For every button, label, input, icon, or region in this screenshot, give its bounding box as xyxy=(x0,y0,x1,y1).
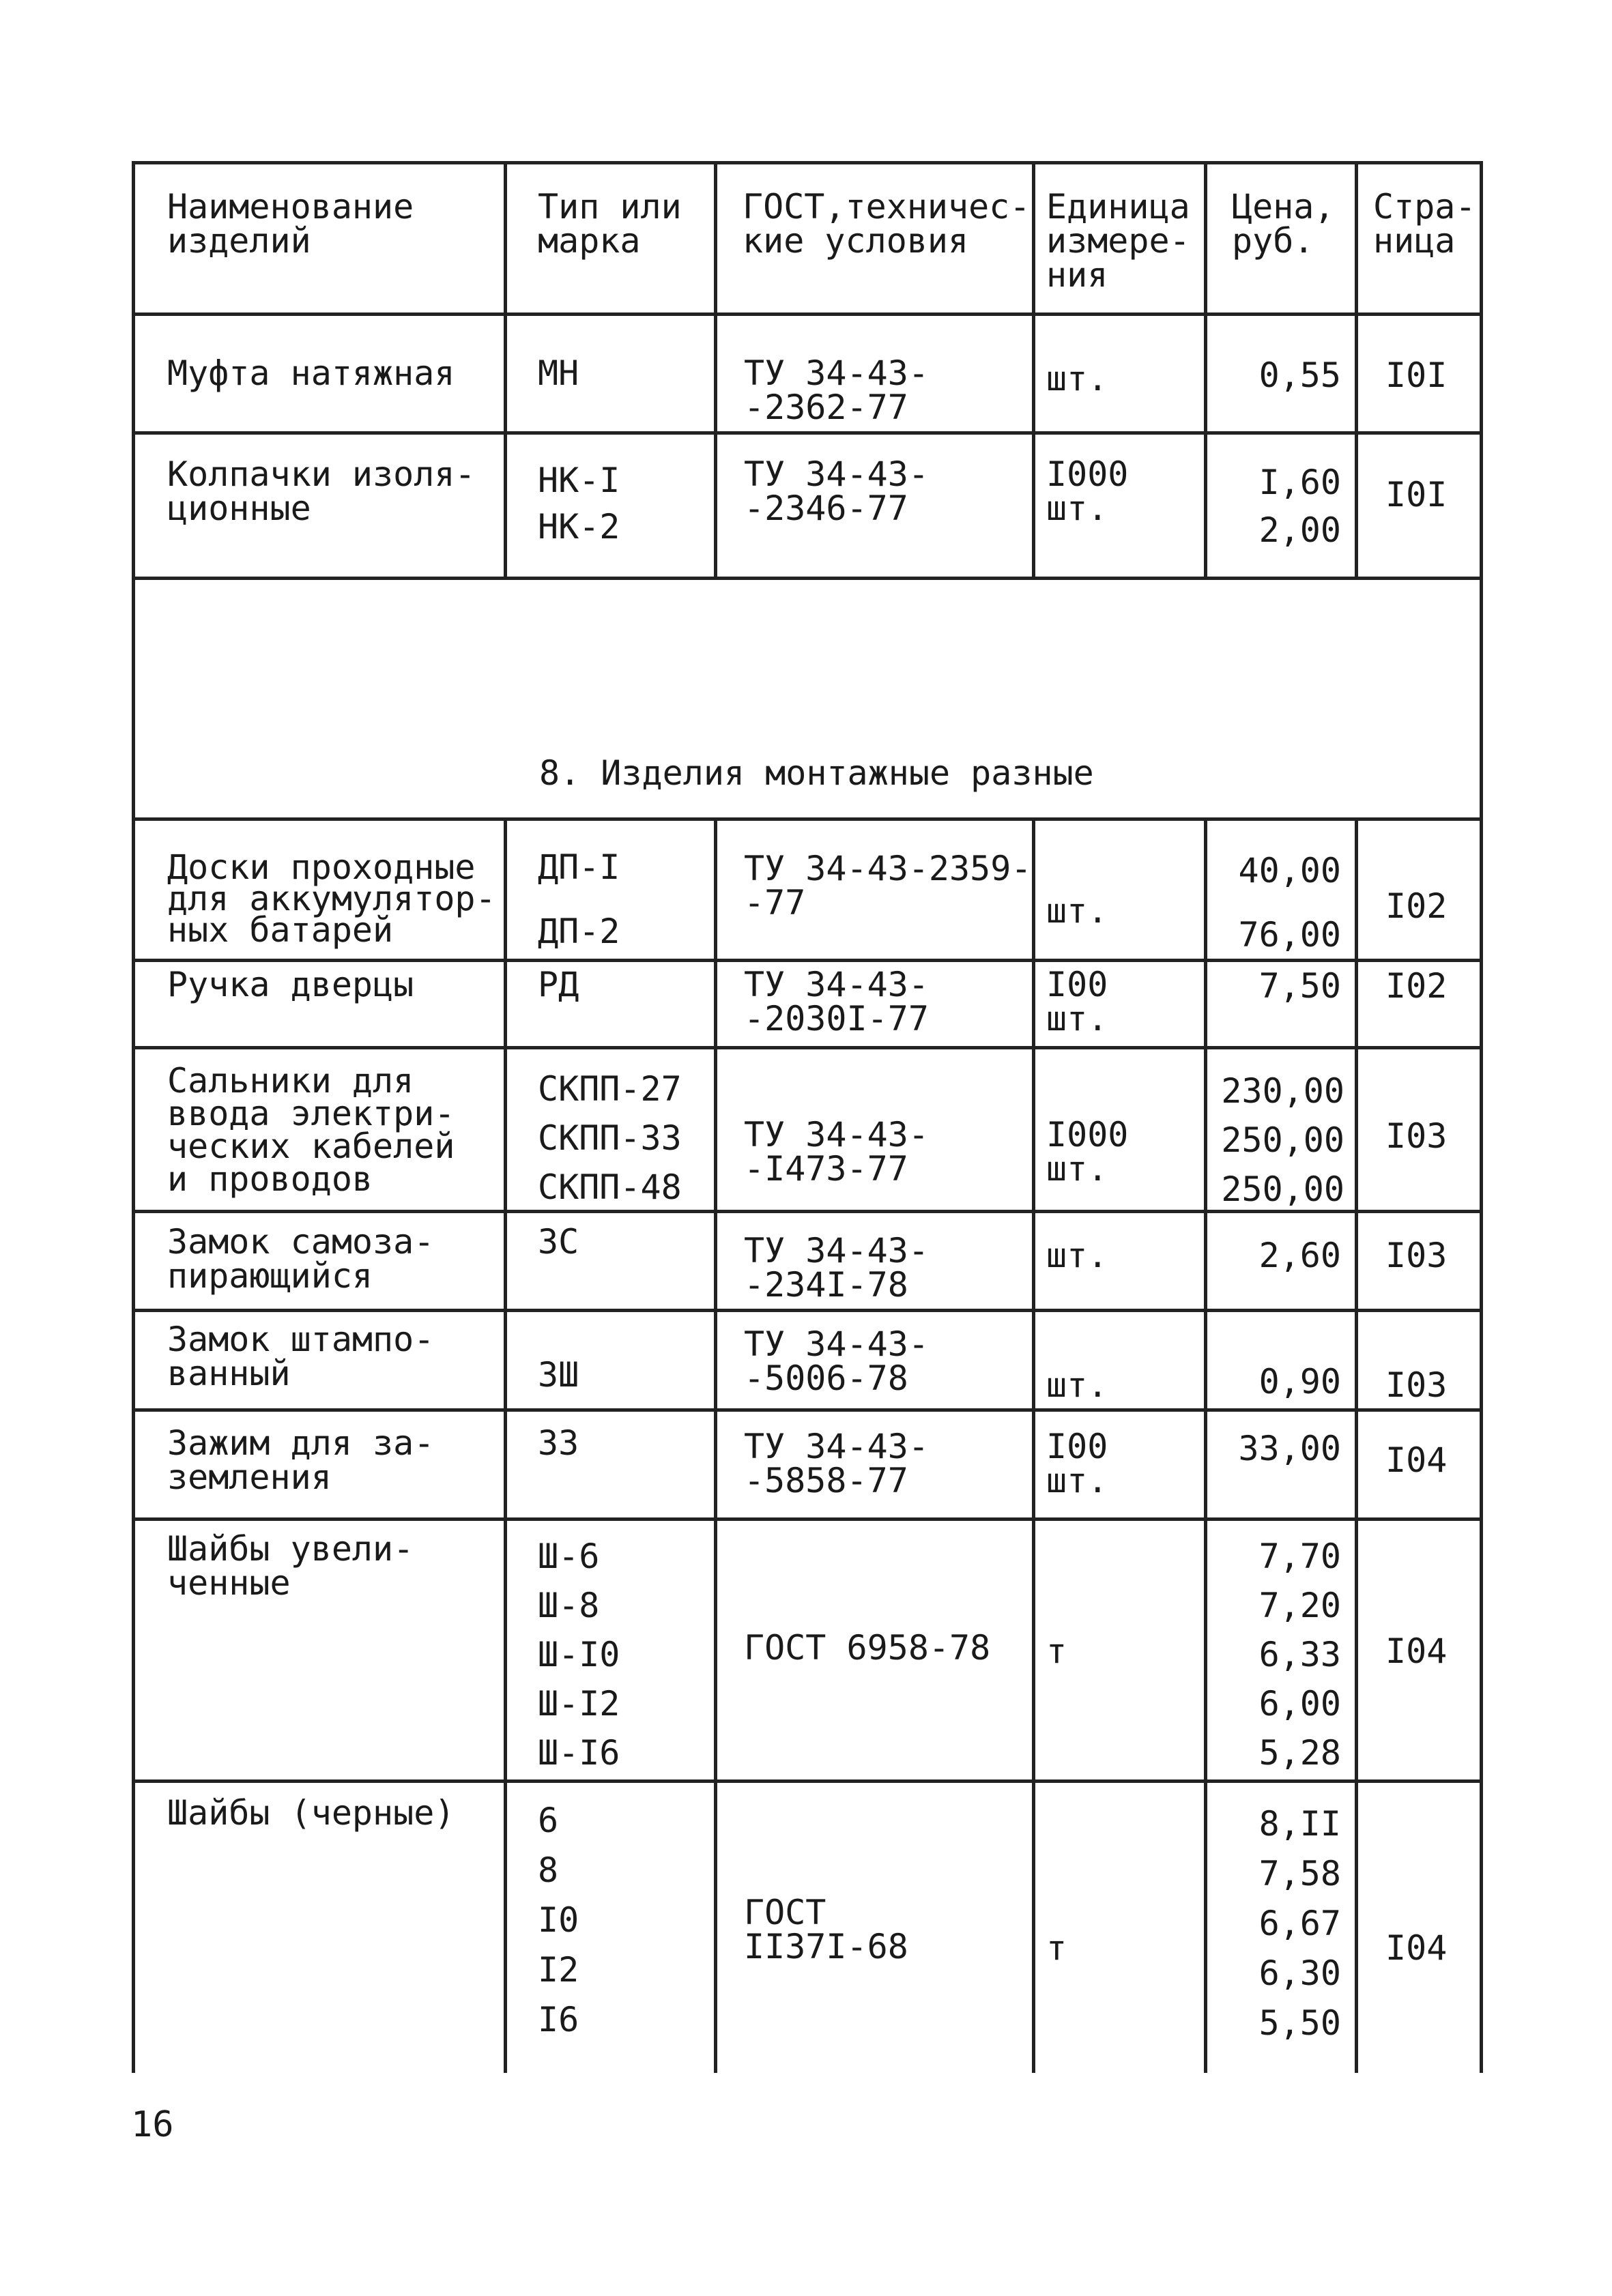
row-name: Сальники для ввода электри- ческих кабелей и проводов xyxy=(167,1061,455,1199)
row-unit: I000 шт. xyxy=(1046,1115,1129,1189)
header-gost: ГОСТ,техничес- кие условия xyxy=(743,187,1031,261)
row-gost: ТУ 34-43- -2346-77 xyxy=(744,454,929,528)
row-rule xyxy=(132,1408,1483,1412)
table-border-right xyxy=(1480,161,1483,2073)
section-title: 8. Изделия монтажные разные xyxy=(539,753,1094,793)
header-rule xyxy=(132,313,1483,316)
row-gost: ТУ 34-43- -5006-78 xyxy=(744,1324,929,1398)
row-unit: т xyxy=(1046,1631,1067,1671)
header-name: Наименование изделий xyxy=(167,187,414,261)
column-rule xyxy=(1204,161,1207,579)
row-price: 40,00 76,00 xyxy=(1238,851,1341,955)
row-price: 7,50 xyxy=(1258,966,1341,1006)
row-type: 6 8 I0 I2 I6 xyxy=(538,1801,579,2039)
row-page: I02 xyxy=(1385,966,1448,1006)
row-name: Шайбы увели- ченные xyxy=(167,1529,414,1603)
column-rule xyxy=(1032,817,1035,2073)
column-rule xyxy=(504,817,507,2073)
row-gost: ГОСТ II37I-68 xyxy=(744,1893,908,1966)
row-price: 8,II 7,58 6,67 6,30 5,50 xyxy=(1258,1804,1341,2043)
row-type: Ш-6 Ш-8 Ш-I0 Ш-I2 Ш-I6 xyxy=(538,1537,620,1773)
row-unit: I00 шт. xyxy=(1046,965,1108,1038)
row-unit: шт. xyxy=(1046,891,1108,931)
column-rule xyxy=(1355,817,1358,2073)
row-rule xyxy=(132,577,1483,580)
row-page: I03 xyxy=(1385,1365,1448,1405)
row-rule xyxy=(132,817,1483,821)
row-gost: ТУ 34-43- -234I-78 xyxy=(744,1231,929,1305)
header-price: Цена, руб. xyxy=(1232,187,1335,261)
row-price: 230,00 250,00 250,00 xyxy=(1221,1071,1344,1209)
row-name: Шайбы (черные) xyxy=(167,1793,455,1833)
row-rule xyxy=(132,1309,1483,1312)
header-type: Тип или марка xyxy=(538,187,682,261)
row-gost: ГОСТ 6958-78 xyxy=(744,1628,991,1668)
row-name: Замок штампо- ванный xyxy=(167,1320,435,1393)
row-gost: ТУ 34-43- -5858-77 xyxy=(744,1427,929,1500)
table-border-left xyxy=(132,161,135,2073)
row-page: I0I xyxy=(1385,355,1448,395)
row-page: I04 xyxy=(1385,1631,1448,1671)
column-rule xyxy=(504,161,507,579)
row-page: I04 xyxy=(1385,1440,1448,1480)
page-number: 16 xyxy=(131,2104,174,2145)
row-gost: ТУ 34-43- -I473-77 xyxy=(744,1115,929,1189)
row-gost: ТУ 34-43-2359- -77 xyxy=(744,849,1032,922)
row-price: 7,70 7,20 6,33 6,00 5,28 xyxy=(1258,1537,1341,1773)
row-unit: I000 шт. xyxy=(1046,454,1129,528)
row-page: I03 xyxy=(1385,1236,1448,1275)
row-type: ЗШ xyxy=(538,1355,579,1395)
row-unit: шт. xyxy=(1046,359,1108,398)
row-name: Зажим для за- земления xyxy=(167,1423,435,1497)
row-type: НК-I НК-2 xyxy=(538,461,620,547)
row-rule xyxy=(132,1779,1483,1783)
row-price: 0,90 xyxy=(1258,1362,1341,1401)
header-unit: Единица измере- ния xyxy=(1046,187,1190,295)
row-rule xyxy=(132,959,1483,962)
row-type: СКПП-27 СКПП-33 СКПП-48 xyxy=(538,1069,682,1207)
row-name: Ручка дверцы xyxy=(167,965,414,1004)
row-type: ДП-I ДП-2 xyxy=(538,847,620,951)
row-unit: шт. xyxy=(1046,1365,1108,1405)
column-rule xyxy=(1204,817,1207,2073)
row-type: РД xyxy=(538,965,579,1004)
row-unit: шт. xyxy=(1046,1236,1108,1275)
column-rule xyxy=(1032,161,1035,579)
column-rule xyxy=(1355,161,1358,579)
row-gost: ТУ 34-43- -2362-77 xyxy=(744,353,929,427)
row-page: I0I xyxy=(1385,475,1448,514)
row-price: 33,00 xyxy=(1238,1429,1341,1468)
row-unit: I00 шт. xyxy=(1046,1427,1108,1500)
row-price: I,60 2,00 xyxy=(1258,463,1341,550)
row-gost: ТУ 34-43- -2030I-77 xyxy=(744,965,929,1038)
row-unit: т xyxy=(1046,1928,1067,1968)
row-name: Доски проходные для аккумулятор- ных батарей xyxy=(167,847,496,950)
row-rule xyxy=(132,431,1483,435)
column-rule xyxy=(714,817,717,2073)
row-name: Муфта натяжная xyxy=(167,353,455,393)
row-page: I03 xyxy=(1385,1116,1448,1156)
header-page: Стра- ница xyxy=(1373,187,1476,261)
table-border-top xyxy=(132,161,1483,164)
row-name: Колпачки изоля- ционные xyxy=(167,454,476,528)
row-name: Замок самоза- пирающийся xyxy=(167,1222,435,1296)
row-type: ЗС xyxy=(538,1222,579,1262)
row-type: МН xyxy=(538,353,579,393)
row-price: 0,55 xyxy=(1258,355,1341,395)
row-page: I04 xyxy=(1385,1928,1448,1968)
row-price: 2,60 xyxy=(1258,1236,1341,1275)
row-type: ЗЗ xyxy=(538,1423,579,1463)
row-rule xyxy=(132,1046,1483,1049)
row-rule xyxy=(132,1517,1483,1521)
column-rule xyxy=(714,161,717,579)
row-page: I02 xyxy=(1385,886,1448,926)
